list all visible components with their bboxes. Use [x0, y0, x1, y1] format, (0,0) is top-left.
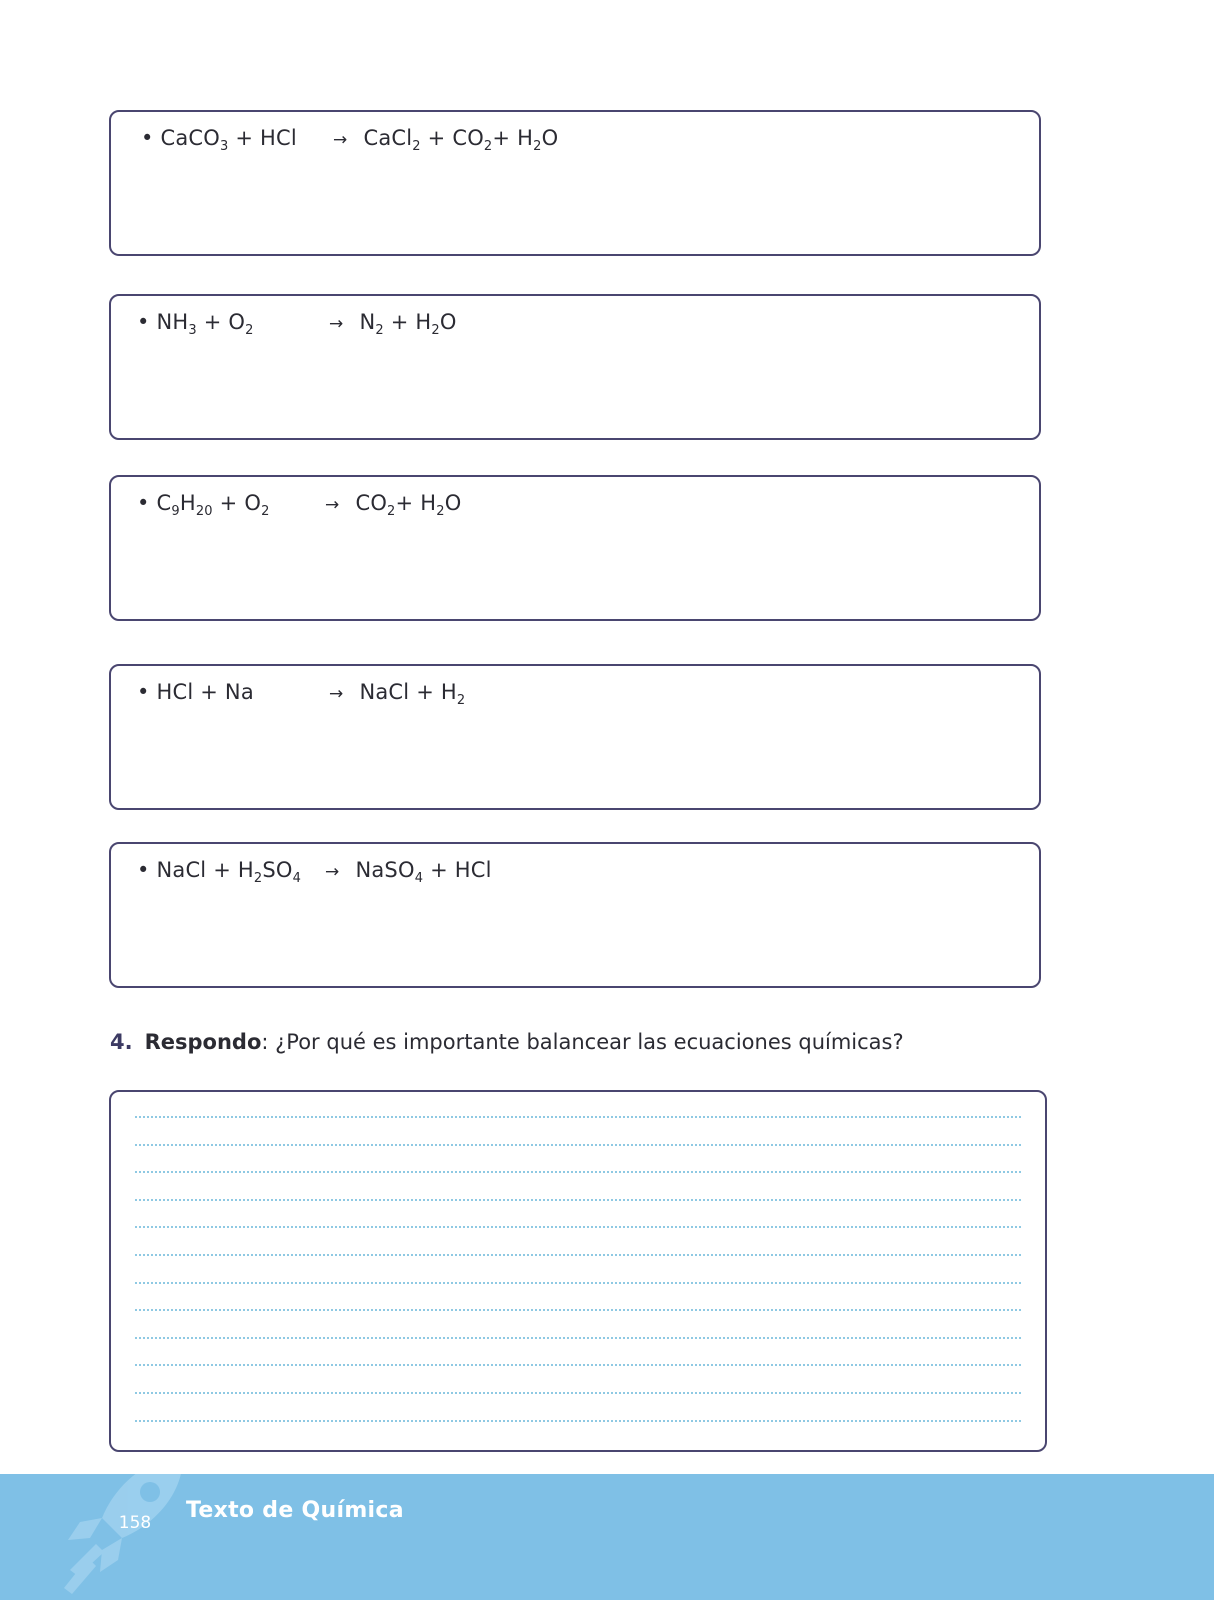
equation-reactants [137, 491, 270, 519]
formula-text: + H [492, 126, 534, 150]
answer-line[interactable] [135, 1309, 1021, 1311]
formula-text: CO [355, 491, 388, 515]
answer-line[interactable] [135, 1254, 1021, 1256]
answer-line[interactable] [135, 1392, 1021, 1394]
answer-writing-area[interactable] [109, 1090, 1047, 1452]
bullet: • [137, 858, 157, 882]
formula-text: + H [383, 310, 432, 334]
formula-text: CaCl [363, 126, 413, 150]
formula-subscript: 2 [431, 323, 440, 338]
equation-box-5[interactable] [109, 842, 1041, 988]
page-number: 158 [118, 1513, 152, 1533]
formula-text: O [444, 491, 462, 515]
equation-reactants [137, 858, 302, 886]
question-keyword: Respondo [144, 1030, 262, 1054]
answer-line[interactable] [135, 1337, 1021, 1339]
formula-subscript: 3 [220, 139, 229, 154]
formula-text: O [541, 126, 559, 150]
formula-subscript: 9 [171, 504, 180, 519]
equation-products [329, 310, 457, 338]
bullet: • [137, 310, 157, 334]
answer-line[interactable] [135, 1199, 1021, 1201]
formula-subscript: 2 [456, 693, 466, 708]
answer-line[interactable] [135, 1282, 1021, 1284]
formula-text: N [359, 310, 376, 334]
reaction-arrow-icon: → [325, 862, 340, 882]
bullet: • [137, 680, 157, 704]
formula-text: + H [395, 491, 437, 515]
formula-text: SO [262, 858, 293, 882]
page-footer [0, 1474, 1214, 1600]
formula-text: O [439, 310, 457, 334]
footer-title: Texto de Química [186, 1498, 404, 1523]
equation-products [329, 680, 466, 708]
question-4 [110, 1030, 904, 1054]
formula-text: NH [156, 310, 189, 334]
question-number: 4. [110, 1030, 133, 1054]
equation-box-1[interactable] [109, 110, 1041, 256]
formula-text: + HCl [423, 858, 492, 882]
equation-products [333, 126, 559, 154]
formula-text: H [179, 491, 196, 515]
formula-subscript: 2 [261, 504, 270, 519]
equation-reactants [137, 680, 254, 704]
equation-reactants [137, 310, 254, 338]
formula-text: CaCO [160, 126, 220, 150]
answer-line[interactable] [135, 1420, 1021, 1422]
answer-line[interactable] [135, 1364, 1021, 1366]
formula-subscript: 2 [245, 323, 254, 338]
formula-text: + O [212, 491, 262, 515]
answer-line[interactable] [135, 1144, 1021, 1146]
formula-subscript: 2 [483, 139, 493, 154]
formula-text: NaSO [355, 858, 415, 882]
formula-subscript: 2 [375, 323, 384, 338]
formula-subscript: 4 [292, 871, 302, 886]
bullet: • [141, 126, 161, 150]
formula-subscript: 2 [533, 139, 542, 154]
formula-subscript: 2 [253, 871, 263, 886]
formula-subscript: 20 [195, 504, 213, 519]
formula-text: + O [196, 310, 246, 334]
formula-text: + HCl [228, 126, 297, 150]
formula-text: NaCl + H [156, 858, 254, 882]
equation-box-4[interactable] [109, 664, 1041, 810]
reaction-arrow-icon: → [329, 314, 344, 334]
equation-box-3[interactable] [109, 475, 1041, 621]
equation-products [325, 858, 492, 886]
formula-subscript: 2 [436, 504, 445, 519]
equation-reactants [141, 126, 297, 154]
formula-subscript: 4 [414, 871, 424, 886]
answer-line[interactable] [135, 1171, 1021, 1173]
answer-line[interactable] [135, 1116, 1021, 1118]
formula-text: HCl + Na [156, 680, 254, 704]
question-text: : ¿Por qué es importante balancear las ecuaciones químicas? [261, 1030, 904, 1054]
equation-products [325, 491, 462, 519]
formula-subscript: 3 [188, 323, 197, 338]
formula-subscript: 2 [387, 504, 396, 519]
equation-box-2[interactable] [109, 294, 1041, 440]
formula-text: C [156, 491, 172, 515]
bullet: • [137, 491, 157, 515]
formula-text: NaCl + H [359, 680, 457, 704]
answer-line[interactable] [135, 1226, 1021, 1228]
formula-text: + CO [420, 126, 484, 150]
reaction-arrow-icon: → [329, 684, 344, 704]
reaction-arrow-icon: → [333, 130, 348, 150]
formula-subscript: 2 [412, 139, 421, 154]
reaction-arrow-icon: → [325, 495, 340, 515]
